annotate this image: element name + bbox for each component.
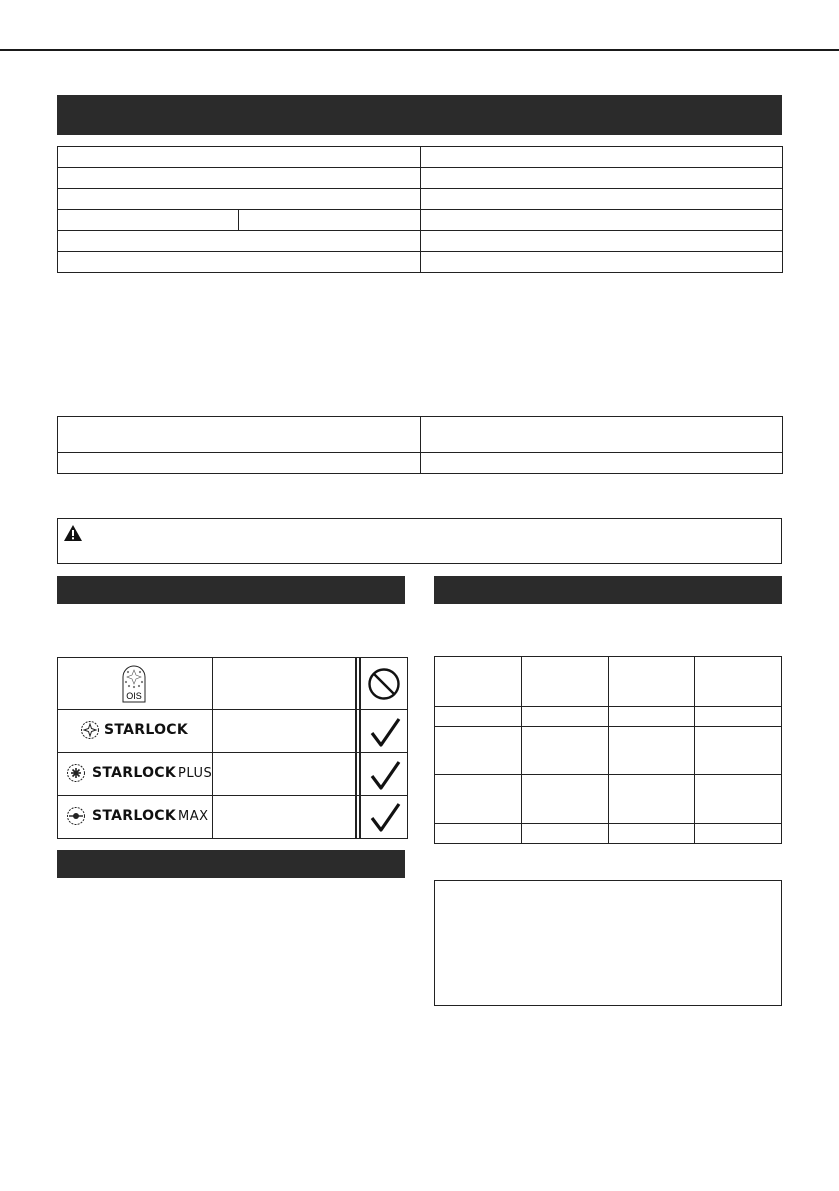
section-bar-left-2: [57, 850, 405, 878]
starlock-max-icon: [66, 806, 86, 826]
checkmark-icon: [369, 759, 401, 791]
starlock-max-logo: [66, 806, 209, 826]
note-box: [434, 880, 782, 1006]
title-bar: [57, 95, 782, 135]
starlock-plus-suffix: PLUS: [178, 765, 213, 781]
warning-box: [57, 518, 782, 564]
specifications-table: [57, 146, 783, 273]
checkmark-icon: [369, 801, 401, 833]
starlock-max-suffix: MAX: [178, 808, 209, 824]
starlock-icon: [80, 720, 100, 740]
starlock-plus-icon: [66, 763, 86, 783]
starlock-plus-logo: [66, 763, 212, 783]
starlock-logo: [80, 720, 188, 740]
starlock-brand: STARLOCK: [104, 722, 189, 738]
ois-icon: [121, 664, 147, 704]
starlock-plus-brand: STARLOCK: [92, 765, 177, 781]
accessory-compatibility-table: [57, 657, 408, 839]
warning-icon: [64, 525, 82, 541]
declared-values-table: [57, 416, 783, 474]
ois-label: OIS: [126, 691, 142, 701]
starlock-max-brand: STARLOCK: [92, 808, 177, 824]
vibration-table: [434, 656, 782, 844]
section-bar-left-1: [57, 576, 405, 604]
not-allowed-icon: [367, 667, 401, 701]
top-rule: [0, 49, 839, 51]
checkmark-icon: [369, 716, 401, 748]
section-bar-right-1: [434, 576, 782, 604]
